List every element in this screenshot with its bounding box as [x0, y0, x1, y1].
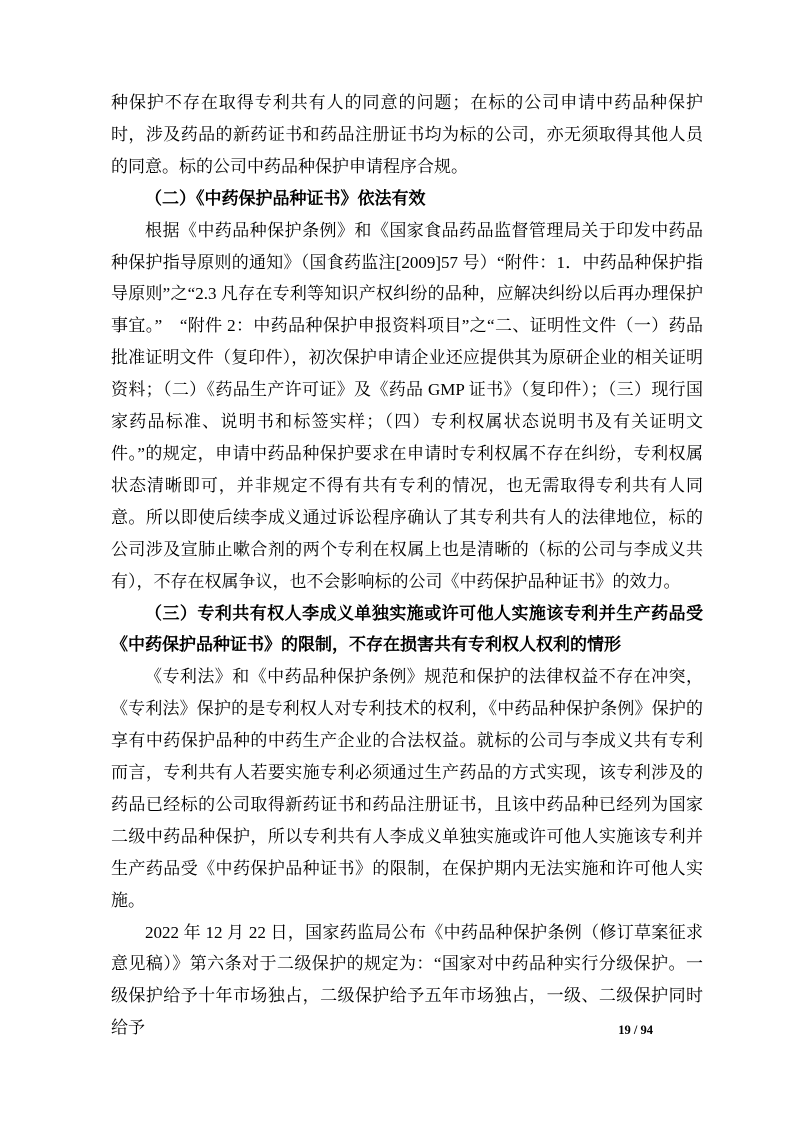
body-paragraph: 根据《中药品种保护条例》和《国家食品药品监督管理局关于印发中药品种保护指导原则的通知》（国食药监注[2009]57 号）“附件：1．中药品种保护指导原则”之“2.3 凡存在专利等知识产权纠纷的品种，应解决纠纷以后再办理保护事宜。” “附件 2：中药品种保护申报资料项目”之“二、证明性文件（一）药品批准证明文件（复印件），初次保护申请企业还应提供其为原研企业的相关证明资料；（二）《药品生产许可证》及《药品 GMP 证书》（复印件）；（三）现行国家药品标准、说明书和标签实样；（四）专利权属状态说明书及有关证明文件。”的规定，申请中药品种保护要求在申请时专利权属不存在纠纷，专利权属状态清晰即可，并非规定不得有共有专利的情况，也无需取得专利共有人同意。所以即使后续李成义通过诉讼程序确认了其专利共有人的法律地位，标的公司涉及宣肺止嗽合剂的两个专利在权属上也是清晰的（标的公司与李成义共有），不存在权属争议，也不会影响标的公司《中药保护品种证书》的效力。	[111, 220, 703, 591]
section-heading: （三）专利共有权人李成义单独实施或许可他人实施该专利并生产药品受《中药保护品种证书》的限制，不存在损害共有专利权人权利的情形	[111, 603, 703, 655]
section-heading: （二）《中药保护品种证书》依法有效	[145, 188, 426, 208]
body-paragraph: 《专利法》和《中药品种保护条例》规范和保护的法律权益不存在冲突，《专利法》保护的是专利权人对专利技术的权利，《中药品种保护条例》保护的享有中药保护品种的中药生产企业的合法权益。就标的公司与李成义共有专利而言，专利共有人若要实施专利必须通过生产药品的方式实现，该专利涉及的药品已经标的公司取得新药证书和药品注册证书，且该中药品种已经列为国家二级中药品种保护，所以专利共有人李成义单独实施或许可他人实施该专利并生产药品受《中药保护品种证书》的限制，在保护期内无法实施和许可他人实施。	[111, 667, 703, 910]
body-paragraph: 2022 年 12 月 22 日，国家药监局公布《中药品种保护条例（修订草案征求意见稿）》第六条对于二级保护的规定为：“国家对中药品种实行分级保护。一级保护给予十年市场独占，二级保护给予五年市场独占，一级、二级保护同时给予	[111, 922, 703, 1038]
document-body	[111, 87, 703, 1044]
body-paragraph: 种保护不存在取得专利共有人的同意的问题；在标的公司申请中药品种保护时，涉及药品的新药证书和药品注册证书均为标的公司，亦无须取得其他人员的同意。标的公司中药品种保护申请程序合规。	[111, 93, 703, 176]
page-number: 19 / 94	[618, 1023, 653, 1037]
